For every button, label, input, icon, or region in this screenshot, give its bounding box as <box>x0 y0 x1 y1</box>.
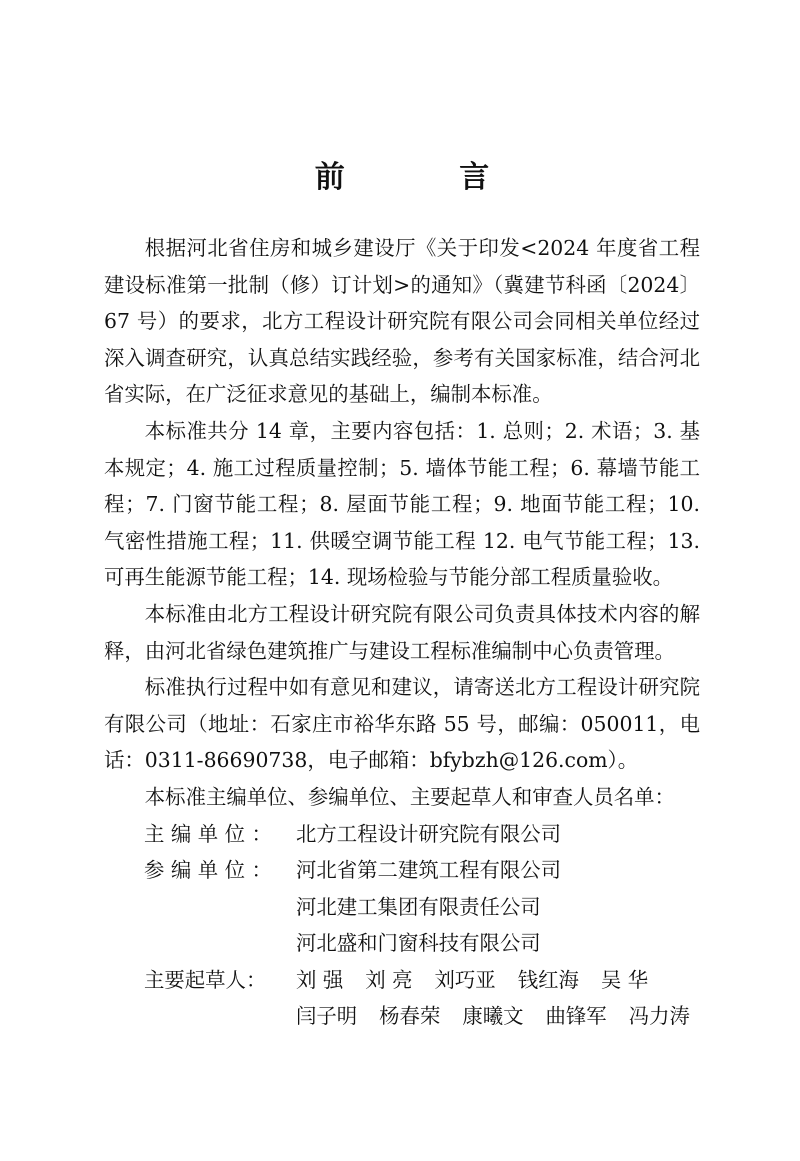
paragraph-responsibility: 本标准由北方工程设计研究院有限公司负责具体技术内容的解释，由河北省绿色建筑推广与建设工程标准编制中心负责管理。 <box>104 601 700 663</box>
drafter-name: 刘 强 <box>296 967 344 992</box>
participating-units-row <box>104 852 700 962</box>
drafters-row <box>104 962 700 1035</box>
chief-unit-row <box>104 816 700 853</box>
page-title: 前 言 <box>314 160 542 195</box>
paragraph-contact: 标准执行过程中如有意见和建议，请寄送北方工程设计研究院有限公司（地址：石家庄市裕华东路 55 号，邮编：050011，电话：0311-86690738，电子邮箱：bfybzh@126.com）。 <box>104 675 700 773</box>
participating-unit: 河北盛和门窗科技有限公司 <box>296 931 541 956</box>
chief-unit-label: 主 编 单 位 ： <box>144 821 272 846</box>
participating-unit: 河北省第二建筑工程有限公司 <box>296 858 562 883</box>
drafter-name: 闫子明 <box>296 1004 358 1029</box>
drafter-name: 刘巧亚 <box>434 967 496 992</box>
preface-body <box>104 230 700 1035</box>
drafters-line <box>296 962 712 999</box>
paragraph-background: 根据河北省住房和城乡建设厅《关于印发<2024 年度省工程建设标准第一批制（修）订计划>的通知》（冀建节科函〔2024〕67 号）的要求，北方工程设计研究院有限公司会同相关单位经过深入调查研究，认真总结实践经验，参考有关国家标准，结合河北省实际，在广泛征求意见的基础上，编制本标准。 <box>104 236 700 407</box>
participating-unit: 河北建工集团有限责任公司 <box>296 894 541 919</box>
drafter-name: 吴 华 <box>600 967 649 992</box>
drafters-label: 主要起草人： <box>144 967 267 992</box>
participating-units-label: 参 编 单 位 ： <box>144 858 272 883</box>
chief-unit-value: 北方工程设计研究院有限公司 <box>296 821 562 846</box>
paragraph-contents: 本标准共分 14 章，主要内容包括：1. 总则；2. 术语；3. 基本规定；4. 施工过程质量控制；5. 墙体节能工程；6. 幕墙节能工程；7. 门窗节能工程；8. 屋面节能工程；9. 地面节能工程；10. 气密性措施工程；11. 供暖空调节能工程 12. 电气节能工程；13. 可再生能源节能工程；14. 现场检验与节能分部工程质量验收。 <box>104 418 700 590</box>
drafter-name: 冯力涛 <box>628 1004 690 1029</box>
drafter-name: 钱红海 <box>517 967 579 992</box>
personnel-list <box>104 816 700 1036</box>
paragraph-list-intro: 本标准主编单位、参编单位、主要起草人和审查人员名单： <box>144 784 675 809</box>
drafters-line <box>296 998 712 1035</box>
drafter-name: 曲锋军 <box>545 1004 607 1029</box>
drafter-name: 刘 亮 <box>365 967 413 992</box>
drafter-name: 康曦文 <box>462 1004 524 1029</box>
drafter-name: 杨春荣 <box>379 1004 441 1029</box>
